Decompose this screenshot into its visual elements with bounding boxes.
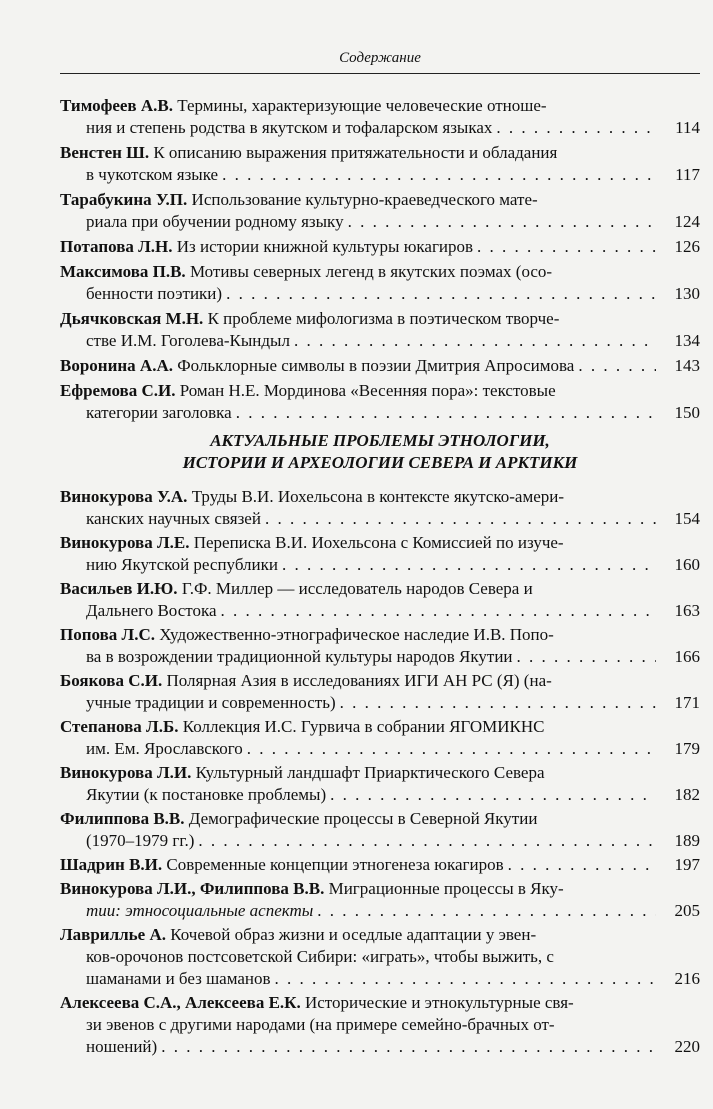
toc-entry (60, 380, 700, 424)
toc-title-line: Кочевой образ жизни и оседлые адаптации у эвен- (170, 925, 537, 944)
leader-dots (317, 900, 656, 922)
toc-author: Алексеева С.А., Алексеева Е.К. (60, 993, 301, 1012)
page-number: 197 (674, 855, 700, 874)
toc-title-line: Г.Ф. Миллер — исследователь народов Севера и (181, 579, 533, 598)
toc-title-line: в чукотском языке (86, 165, 219, 184)
toc-title-line: ва в возрождении традиционной культуры народов Якутии (86, 647, 513, 666)
page-number: 182 (674, 785, 700, 804)
toc-entry (60, 355, 700, 377)
leader-dots (161, 1036, 656, 1058)
toc-author: Степанова Л.Б. (60, 717, 179, 736)
toc-title-line: ков-орочонов постсоветской Сибири: «играть», чтобы выжить, с (86, 947, 554, 966)
toc-entry (60, 924, 700, 990)
toc-entry (60, 854, 700, 876)
toc-title-line: Якутии (к постановке проблемы) (86, 785, 327, 804)
toc-title-line: тии: этносоциальные аспекты (86, 901, 314, 920)
toc-author: Попова Л.С. (60, 625, 155, 644)
toc-entry (60, 878, 700, 922)
toc-title-line: К описанию выражения притяжательности и обладания (153, 143, 558, 162)
toc-title-line: Исторические и этнокультурные свя- (304, 993, 574, 1012)
toc-title-line: Миграционные процессы в Яку- (328, 879, 564, 898)
toc-title-line: нию Якутской республики (86, 555, 278, 574)
leader-dots (477, 236, 656, 258)
toc-title-line: Термины, характеризующие человеческие отноше- (177, 96, 547, 115)
leader-dots (198, 830, 656, 852)
leader-dots (340, 692, 656, 714)
toc-entry (60, 142, 700, 186)
toc-entry (60, 486, 700, 530)
toc-title-line: канских научных связей (86, 509, 261, 528)
toc-author: Васильев И.Ю. (60, 579, 178, 598)
leader-dots (348, 211, 656, 233)
toc-title-line: им. Ем. Ярославского (86, 739, 243, 758)
toc-entry (60, 308, 700, 352)
toc-author: Лаврилльe А. (60, 925, 166, 944)
toc-author: Ефремова С.И. (60, 381, 176, 400)
toc-title-line: зи эвенов с другими народами (на примере семейно-брачных от- (86, 1015, 555, 1034)
page-number: 205 (674, 901, 700, 920)
toc-author: Филиппова В.В. (60, 809, 185, 828)
toc-author: Винокурова У.А. (60, 487, 188, 506)
toc-author: Тарабукина У.П. (60, 190, 188, 209)
toc-entry (60, 624, 700, 668)
page-number: 179 (674, 739, 700, 758)
toc-author: Максимова П.В. (60, 262, 186, 281)
toc-entry (60, 808, 700, 852)
toc-entry (60, 762, 700, 806)
page-number: 171 (674, 693, 700, 712)
toc-author: Потапова Л.Н. (60, 237, 173, 256)
toc-title-line: Роман Н.Е. Мординова «Весенняя пора»: текстовые (179, 381, 556, 400)
toc-title-line: шаманами и без шаманов (86, 969, 271, 988)
leader-dots (282, 554, 656, 576)
toc-entry (60, 532, 700, 576)
page-number: 189 (674, 831, 700, 850)
toc-title-line: Фольклорные символы в поэзии Дмитрия Апросимова (177, 356, 575, 375)
toc-entry (60, 992, 700, 1058)
leader-dots (330, 784, 656, 806)
toc-title-line: Культурный ландшафт Приарктического Севера (195, 763, 545, 782)
page-number: 220 (674, 1037, 700, 1056)
toc-title-line: Художественно-этнографическое наследие И.В. Попо- (159, 625, 554, 644)
page-number: 134 (674, 331, 700, 350)
page-number: 154 (674, 509, 700, 528)
toc-title-line: категории заголовка (86, 403, 232, 422)
page-number: 166 (674, 647, 700, 666)
page-number: 117 (675, 165, 700, 184)
toc-title-line: Использование культурно-краеведческого мате- (191, 190, 538, 209)
toc-title-line: Современные концепции этногенеза юкагиров (166, 855, 504, 874)
toc-entry (60, 189, 700, 233)
toc-title-line: стве И.М. Гоголева-Кындыл (86, 331, 290, 350)
toc-title-line: Полярная Азия в исследованиях ИГИ АН РС (Я) (на- (166, 671, 552, 690)
toc-title-line: ния и степень родства в якутском и тофаларском языках (86, 118, 493, 137)
toc-title-line: риала при обучении родному языку (86, 212, 344, 231)
toc-title-line: Мотивы северных легенд в якутских поэмах (осо- (189, 262, 553, 281)
page-number: 126 (674, 237, 700, 256)
section-title-line-2: ИСТОРИИ И АРХЕОЛОГИИ СЕВЕРА И АРКТИКИ (182, 453, 578, 472)
toc-title-line: Переписка В.И. Иохельсона с Комиссией по изуче- (193, 533, 564, 552)
section-title-line-1: АКТУАЛЬНЫЕ ПРОБЛЕМЫ ЭТНОЛОГИИ, (210, 431, 550, 450)
toc-author: Боякова С.И. (60, 671, 163, 690)
leader-dots (265, 508, 656, 530)
page-number: 163 (674, 601, 700, 620)
page-number: 150 (674, 403, 700, 422)
toc-title-line: учные традиции и современность) (86, 693, 336, 712)
toc-author: Винокурова Л.И. (60, 763, 192, 782)
page-number: 160 (674, 555, 700, 574)
leader-dots (236, 402, 656, 424)
leader-dots (222, 164, 656, 186)
toc-title-line: ношений) (86, 1037, 158, 1056)
toc-title-line: Демографические процессы в Северной Якутии (188, 809, 538, 828)
page-number: 124 (674, 212, 700, 231)
leader-dots (221, 600, 656, 622)
leader-dots (247, 738, 656, 760)
toc-author: Дьячковская М.Н. (60, 309, 204, 328)
toc-title-line: Дальнего Востока (86, 601, 217, 620)
toc-title-line: (1970–1979 гг.) (86, 831, 195, 850)
section-heading (60, 430, 700, 474)
toc-entry (60, 236, 700, 258)
page-number: 143 (674, 356, 700, 375)
toc-title-line: Коллекция И.С. Гурвича в собрании ЯГОМИКНС (182, 717, 545, 736)
leader-dots (294, 330, 656, 352)
toc-title-line: Из истории книжной культуры юкагиров (176, 237, 474, 256)
toc-entry (60, 670, 700, 714)
toc-entry (60, 261, 700, 305)
page-number: 216 (674, 969, 700, 988)
toc-entry (60, 716, 700, 760)
toc-title-line: Труды В.И. Иохельсона в контексте якутско-амери- (191, 487, 565, 506)
toc-author: Венстен Ш. (60, 143, 150, 162)
leader-dots (517, 646, 656, 668)
toc-author: Шадрин В.И. (60, 855, 163, 874)
toc-entry (60, 578, 700, 622)
page-number: 130 (674, 284, 700, 303)
leader-dots (578, 355, 656, 377)
toc-title-line: К проблеме мифологизма в поэтическом творче- (207, 309, 560, 328)
toc-author: Винокурова Л.Е. (60, 533, 190, 552)
toc-author: Винокурова Л.И., Филиппова В.В. (60, 879, 325, 898)
toc-author: Воронина А.А. (60, 356, 173, 375)
leader-dots (226, 283, 656, 305)
toc-title-line: бенности поэтики) (86, 284, 223, 303)
leader-dots (496, 117, 656, 139)
toc-entry (60, 95, 700, 139)
leader-dots (275, 968, 656, 990)
toc-author: Тимофеев А.В. (60, 96, 173, 115)
page-number: 114 (675, 118, 700, 137)
running-header: Содержание (339, 50, 421, 66)
leader-dots (508, 854, 656, 876)
header-rule (60, 73, 700, 74)
